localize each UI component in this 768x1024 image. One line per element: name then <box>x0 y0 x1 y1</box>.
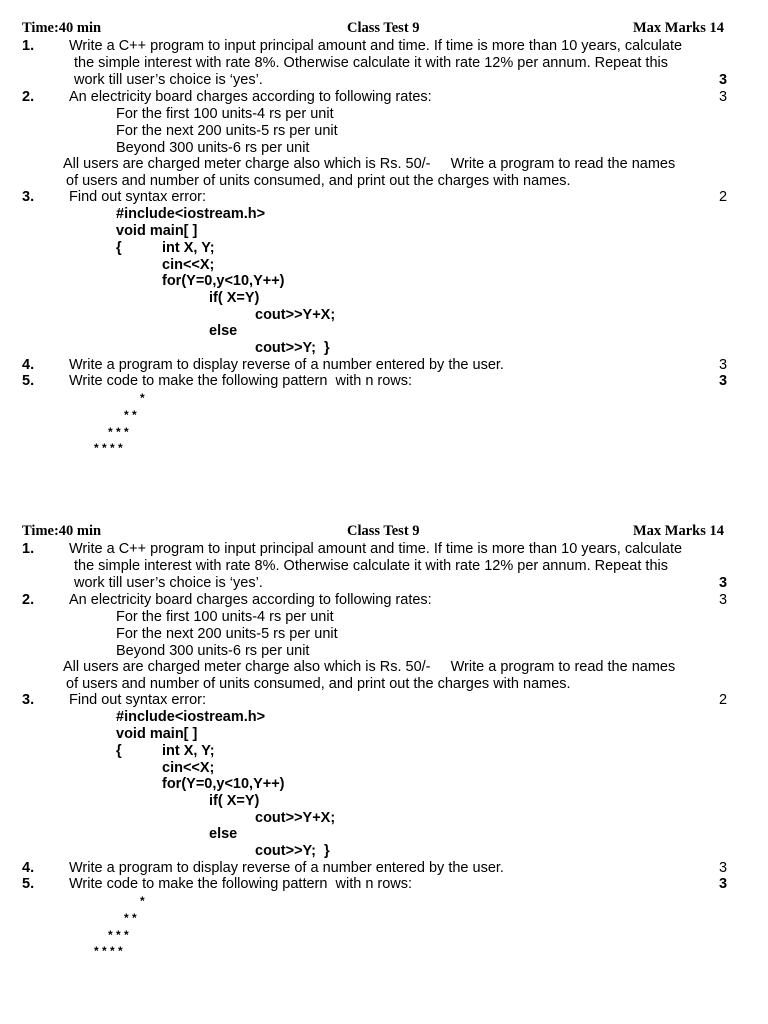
question-text: work till user’s choice is ‘yes’. <box>74 72 263 88</box>
pattern-row: * * * <box>108 425 129 439</box>
question-number: 3. <box>22 692 35 708</box>
question-text: Write code to make the following pattern with n rows: <box>69 876 413 892</box>
question-marks: 3 <box>719 592 728 608</box>
test-title: Class Test 9 <box>347 523 420 539</box>
code-line: int X, Y; <box>162 743 215 759</box>
code-line: cout>>Y; } <box>255 340 330 356</box>
question-marks: 3 <box>719 357 728 373</box>
question-marks: 2 <box>719 189 728 205</box>
question-text: of users and number of units consumed, and print out the charges with names. <box>66 173 571 189</box>
question-text: Write a program to display reverse of a number entered by the user. <box>69 357 504 373</box>
question-number: 1. <box>22 541 35 557</box>
code-line: cout>>Y+X; <box>255 810 336 826</box>
pattern-row: * * * <box>108 928 129 942</box>
question-marks: 3 <box>719 72 728 88</box>
question-text: Write a program to display reverse of a number entered by the user. <box>69 860 504 876</box>
code-line: #include<iostream.h> <box>116 206 266 222</box>
rate-line: For the first 100 units-4 rs per unit <box>116 609 334 625</box>
pattern-row: * * * * <box>94 944 123 958</box>
time-label: Time:40 min <box>22 20 102 36</box>
max-marks-label: Max Marks 14 <box>632 523 724 539</box>
code-line: cout>>Y+X; <box>255 307 336 323</box>
rate-line: For the next 200 units-5 rs per unit <box>116 123 338 139</box>
question-text: work till user’s choice is ‘yes’. <box>74 575 263 591</box>
rate-line: For the next 200 units-5 rs per unit <box>116 626 338 642</box>
question-marks: 3 <box>719 860 728 876</box>
question-text: All users are charged meter charge also which is Rs. 50/- Write a program to read the names <box>63 659 676 675</box>
code-line: cin<<X; <box>162 760 215 776</box>
question-text: Write a C++ program to input principal amount and time. If time is more than 10 years, calculate <box>69 541 683 557</box>
question-text: the simple interest with rate 8%. Otherwise calculate it with rate 12% per annum. Repeat this <box>74 558 668 574</box>
code-line: void main[ ] <box>116 726 198 742</box>
question-marks: 3 <box>719 876 728 892</box>
pattern-row: * <box>140 391 145 405</box>
rate-line: Beyond 300 units-6 rs per unit <box>116 140 310 156</box>
question-text: An electricity board charges according to following rates: <box>69 89 432 105</box>
code-line: else <box>209 826 238 842</box>
question-text: An electricity board charges according to following rates: <box>69 592 432 608</box>
question-text: Find out syntax error: <box>69 189 206 205</box>
question-number: 5. <box>22 876 35 892</box>
question-text: Write a C++ program to input principal amount and time. If time is more than 10 years, calculate <box>69 38 683 54</box>
question-text: All users are charged meter charge also which is Rs. 50/- Write a program to read the names <box>63 156 676 172</box>
code-line: #include<iostream.h> <box>116 709 266 725</box>
code-line: if( X=Y) <box>209 793 260 809</box>
max-marks-label: Max Marks 14 <box>632 20 724 36</box>
code-line: { <box>116 240 122 256</box>
question-text: Write code to make the following pattern with n rows: <box>69 373 413 389</box>
rate-line: For the first 100 units-4 rs per unit <box>116 106 334 122</box>
question-number: 1. <box>22 38 35 54</box>
code-line: cout>>Y; } <box>255 843 330 859</box>
question-text: Find out syntax error: <box>69 692 206 708</box>
code-line: int X, Y; <box>162 240 215 256</box>
rate-line: Beyond 300 units-6 rs per unit <box>116 643 310 659</box>
question-number: 5. <box>22 373 35 389</box>
question-number: 3. <box>22 189 35 205</box>
question-marks: 3 <box>719 575 728 591</box>
pattern-row: * <box>140 894 145 908</box>
question-text: the simple interest with rate 8%. Otherwise calculate it with rate 12% per annum. Repeat this <box>74 55 668 71</box>
code-line: if( X=Y) <box>209 290 260 306</box>
paper-header <box>22 20 724 40</box>
question-number: 2. <box>22 592 35 608</box>
paper-header <box>22 523 724 543</box>
question-number: 4. <box>22 357 35 373</box>
pattern-row: * * <box>124 408 137 422</box>
question-number: 2. <box>22 89 35 105</box>
code-line: for(Y=0,y<10,Y++) <box>162 776 285 792</box>
time-label: Time:40 min <box>22 523 102 539</box>
question-marks: 3 <box>719 373 728 389</box>
code-line: cin<<X; <box>162 257 215 273</box>
pattern-row: * * <box>124 911 137 925</box>
test-title: Class Test 9 <box>347 20 420 36</box>
question-text: of users and number of units consumed, and print out the charges with names. <box>66 676 571 692</box>
pattern-row: * * * * <box>94 441 123 455</box>
question-marks: 2 <box>719 692 728 708</box>
code-line: else <box>209 323 238 339</box>
code-line: void main[ ] <box>116 223 198 239</box>
question-number: 4. <box>22 860 35 876</box>
question-marks: 3 <box>719 89 728 105</box>
code-line: { <box>116 743 122 759</box>
code-line: for(Y=0,y<10,Y++) <box>162 273 285 289</box>
